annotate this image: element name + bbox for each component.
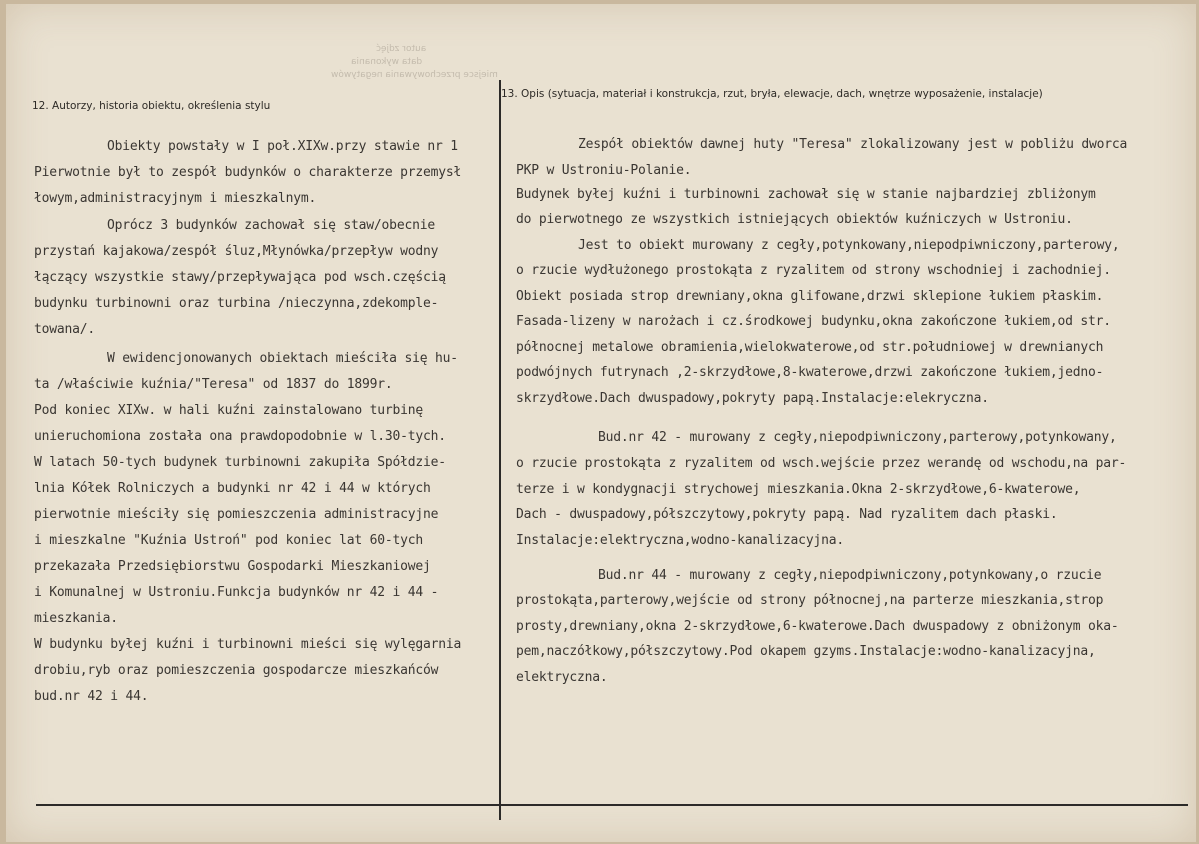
text-line: W latach 50-tych budynek turbinowni zakupiła Spółdzie-: [34, 455, 446, 470]
text-line: o rzucie prostokąta z ryzalitem od wsch.wejście przez werandę od wschodu,na par-: [516, 456, 1127, 471]
column-divider: [499, 80, 501, 820]
text-line: przystań kajakowa/zespół śluz,Młynówka/przepływ wodny: [34, 244, 439, 259]
text-line: północnej metalowe obramienia,wielokwaterowe,od str.południowej w drewnianych: [516, 340, 1104, 355]
text-line: o rzucie wydłużonego prostokąta z ryzalitem od strony wschodniej i zachodniej.: [516, 263, 1111, 278]
text-line: łowym,administracyjnym i mieszkalnym.: [34, 191, 317, 206]
text-line: W budynku byłej kuźni i turbinowni mieści się wylęgarnia: [34, 637, 462, 652]
text-line: bud.nr 42 i 44.: [34, 689, 149, 704]
text-line: lnia Kółek Rolniczych a budynki nr 42 i 44 w których: [34, 481, 431, 496]
text-line: prosty,drewniany,okna 2-skrzydłowe,6-kwaterowe.Dach dwuspadowy z obniżonym oka-: [516, 619, 1119, 634]
text-line: mieszkania.: [34, 611, 118, 626]
text-line: łączący wszystkie stawy/przepływająca pod wsch.częścią: [34, 270, 446, 285]
section-13-header: 13. Opis (sytuacja, materiał i konstrukcja, rzut, bryła, elewacje, dach, wnętrze wyposażenie, instalacje): [501, 88, 1043, 100]
text-line: elektryczna.: [516, 670, 608, 685]
text-line: Dach - dwuspadowy,półszczytowy,pokryty papą. Nad ryzalitem dach płaski.: [516, 507, 1058, 522]
text-line: i mieszkalne "Kuźnia Ustroń" pod koniec lat 60-tych: [34, 533, 423, 548]
text-line: W ewidencjonowanych obiektach mieściła się hu-: [107, 351, 458, 366]
text-line: budynku turbinowni oraz turbina /nieczynna,zdekomple-: [34, 296, 439, 311]
text-line: Obiekty powstały w I poł.XIXw.przy stawie nr 1: [107, 139, 458, 154]
text-line: Fasada-lizeny w narożach i cz.środkowej budynku,okna zakończone łukiem,od str.: [516, 314, 1111, 329]
form-sheet: [6, 4, 1196, 842]
text-line: Pod koniec XIXw. w hali kuźni zainstalowano turbinę: [34, 403, 423, 418]
text-line: pierwotnie mieściły się pomieszczenia administracyjne: [34, 507, 439, 522]
show-through-text: autor zdjęć: [376, 44, 427, 54]
text-line: Pierwotnie był to zespół budynków o charakterze przemysł: [34, 165, 462, 180]
text-line: do pierwotnego ze wszystkich istniejących obiektów kuźniczych w Ustroniu.: [516, 212, 1073, 227]
show-through-text: data wykonania: [351, 57, 423, 67]
text-line: terze i w kondygnacji strychowej mieszkania.Okna 2-skrzydłowe,6-kwaterowe,: [516, 482, 1081, 497]
text-line: towana/.: [34, 322, 96, 337]
text-line: prostokąta,parterowy,wejście od strony północnej,na parterze mieszkania,strop: [516, 593, 1104, 608]
text-line: PKP w Ustroniu-Polanie.: [516, 163, 692, 178]
text-line: Zespół obiektów dawnej huty "Teresa" zlokalizowany jest w pobliżu dworca: [578, 137, 1128, 152]
text-line: Bud.nr 44 - murowany z cegły,niepodpiwniczony,potynkowany,o rzucie: [598, 568, 1102, 583]
text-line: Oprócz 3 budynków zachował się staw/obecnie: [107, 218, 435, 233]
text-line: przekazała Przedsiębiorstwu Gospodarki Mieszkaniowej: [34, 559, 431, 574]
text-line: i Komunalnej w Ustroniu.Funkcja budynków nr 42 i 44 -: [34, 585, 439, 600]
show-through-text: miejsce przechowywania negatywów: [331, 70, 498, 80]
text-line: Obiekt posiada strop drewniany,okna glifowane,drzwi sklepione łukiem płaskim.: [516, 289, 1104, 304]
bottom-rule: [36, 804, 1188, 806]
text-line: Instalacje:elektryczna,wodno-kanalizacyjna.: [516, 533, 844, 548]
text-line: drobiu,ryb oraz pomieszczenia gospodarcze mieszkańców: [34, 663, 439, 678]
section-12-header: 12. Autorzy, historia obiektu, określenia stylu: [32, 100, 271, 112]
text-line: podwójnych futrynach ,2-skrzydłowe,8-kwaterowe,drzwi zakończone łukiem,jedno-: [516, 365, 1104, 380]
text-line: unieruchomiona została ona prawdopodobnie w l.30-tych.: [34, 429, 446, 444]
text-line: ta /właściwie kuźnia/"Teresa" od 1837 do 1899r.: [34, 377, 393, 392]
text-line: Jest to obiekt murowany z cegły,potynkowany,niepodpiwniczony,parterowy,: [578, 238, 1120, 253]
text-line: Bud.nr 42 - murowany z cegły,niepodpiwniczony,parterowy,potynkowany,: [598, 430, 1117, 445]
text-line: Budynek byłej kuźni i turbinowni zachował się w stanie najbardziej zbliżonym: [516, 187, 1096, 202]
text-line: skrzydłowe.Dach dwuspadowy,pokryty papą.Instalacje:elekryczna.: [516, 391, 989, 406]
text-line: pem,naczółkowy,półszczytowy.Pod okapem gzyms.Instalacje:wodno-kanalizacyjna,: [516, 644, 1096, 659]
